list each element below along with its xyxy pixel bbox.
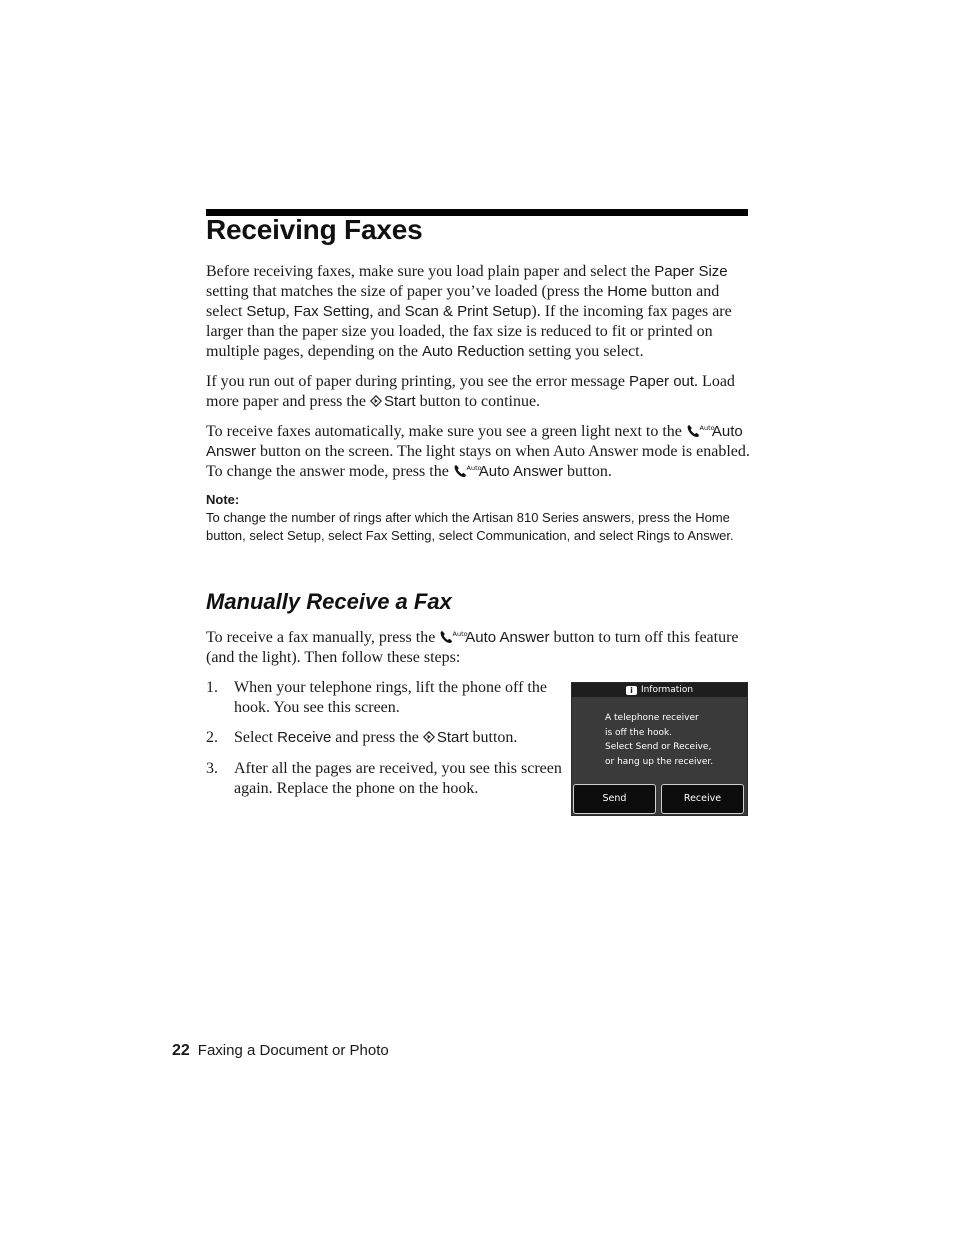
note-body <box>206 509 750 544</box>
paper-out-paragraph <box>206 372 750 413</box>
steps-list <box>206 678 562 809</box>
list-item <box>206 678 562 718</box>
text: , <box>285 303 294 320</box>
start-diamond-icon <box>370 393 382 413</box>
step-text: After all the pages are received, you see this screen again. Replace the phone on the hook. <box>234 760 562 797</box>
lcd-header-title: Information <box>640 685 694 695</box>
ui-term-paper-out: Paper out <box>629 373 695 390</box>
text: , select <box>320 527 366 543</box>
ui-term-setup: Setup <box>246 303 286 320</box>
subsection-title: Manually Receive a Fax <box>206 589 452 614</box>
svg-text:Auto: Auto <box>699 424 715 432</box>
ui-term-auto-answer: Auto Answer <box>465 629 550 646</box>
text: button to turn off this feature (and the light). Then follow these steps: <box>206 629 739 666</box>
step-number: 1. <box>206 679 218 696</box>
ui-term-auto-reduction: Auto Reduction <box>421 343 525 360</box>
ui-term-rings-to-answer: Rings to Answer <box>636 527 730 543</box>
svg-text:Auto: Auto <box>452 630 468 638</box>
text: button on the screen. The light stays on when Auto Answer mode is enabled. To change the answer mode, press the <box>206 443 750 480</box>
text: . Load more paper and press the <box>206 373 735 410</box>
ui-term-start: Start <box>436 729 469 746</box>
text: To change the number of rings after which the Artisan 810 Series answers, press the <box>206 510 696 525</box>
list-item <box>206 728 562 749</box>
ui-term-auto-answer: Auto Answer <box>206 423 743 460</box>
lcd-message: A telephone receiver is off the hook. Select Send or Receive, or hang up the receiver. <box>605 713 714 767</box>
step-number: 2. <box>206 729 218 746</box>
info-icon: i <box>626 686 637 695</box>
text: , select <box>431 527 477 543</box>
ui-term-communication: Communication <box>476 527 567 543</box>
step-text: button. <box>468 729 518 746</box>
text: button and select <box>206 283 720 320</box>
text: ). If the incoming fax pages are larger than the paper size you loaded, the fax size is reduced to fit or printed on multiple pages, depending on the <box>206 303 732 360</box>
chapter-title: Faxing a Document or Photo <box>197 1042 389 1059</box>
ui-term-setup: Setup <box>286 527 321 543</box>
lcd-screenshot <box>571 682 748 816</box>
ui-term-auto-answer: Auto Answer <box>478 463 564 480</box>
receive-button[interactable]: Receive <box>661 784 744 814</box>
phone-auto-icon <box>453 463 482 478</box>
step-text: When your telephone rings, lift the phone off the hook. You see this screen. <box>234 679 547 716</box>
svg-text:Auto: Auto <box>466 464 482 472</box>
text: Before receiving faxes, make sure you load plain paper and select the <box>206 263 655 280</box>
text: To receive a fax manually, press the <box>206 629 440 646</box>
ui-term-fax-setting: Fax Setting <box>365 527 432 543</box>
text: , and select <box>566 527 637 543</box>
ui-term-scan-print-setup: Scan & Print Setup <box>404 303 532 320</box>
text: . <box>729 527 734 543</box>
lcd-header <box>572 683 747 697</box>
phone-auto-icon <box>439 629 468 644</box>
list-item <box>206 759 562 799</box>
send-button[interactable]: Send <box>573 784 656 814</box>
text: button, select <box>206 527 287 543</box>
intro-paragraph <box>206 262 750 362</box>
text: To receive faxes automatically, make sure you see a green light next to the <box>206 423 686 440</box>
start-diamond-icon <box>423 729 435 749</box>
auto-answer-paragraph <box>206 422 750 482</box>
step-text: Select <box>234 729 278 746</box>
page-footer <box>172 1042 389 1060</box>
step-text: and press the <box>331 729 423 746</box>
text: button. <box>563 463 612 480</box>
step-number: 3. <box>206 760 218 777</box>
manual-intro-paragraph <box>206 628 750 668</box>
ui-term-fax-setting: Fax Setting <box>293 303 370 320</box>
page-number: 22 <box>172 1042 190 1059</box>
text: , and <box>369 303 405 320</box>
phone-auto-icon <box>686 423 715 438</box>
note-label: Note: <box>206 492 240 507</box>
text: setting that matches the size of paper you’ve loaded (press the <box>206 283 608 300</box>
ui-term-start: Start <box>383 393 416 410</box>
ui-term-receive: Receive <box>277 729 332 746</box>
ui-term-home: Home <box>607 283 648 300</box>
text: button to continue. <box>415 393 541 410</box>
page-title: Receiving Faxes <box>206 214 423 245</box>
text: setting you select. <box>524 343 644 360</box>
text: If you run out of paper during printing, you see the error message <box>206 373 629 390</box>
ui-term-home: Home <box>695 510 730 525</box>
ui-term-paper-size: Paper Size <box>654 263 728 280</box>
